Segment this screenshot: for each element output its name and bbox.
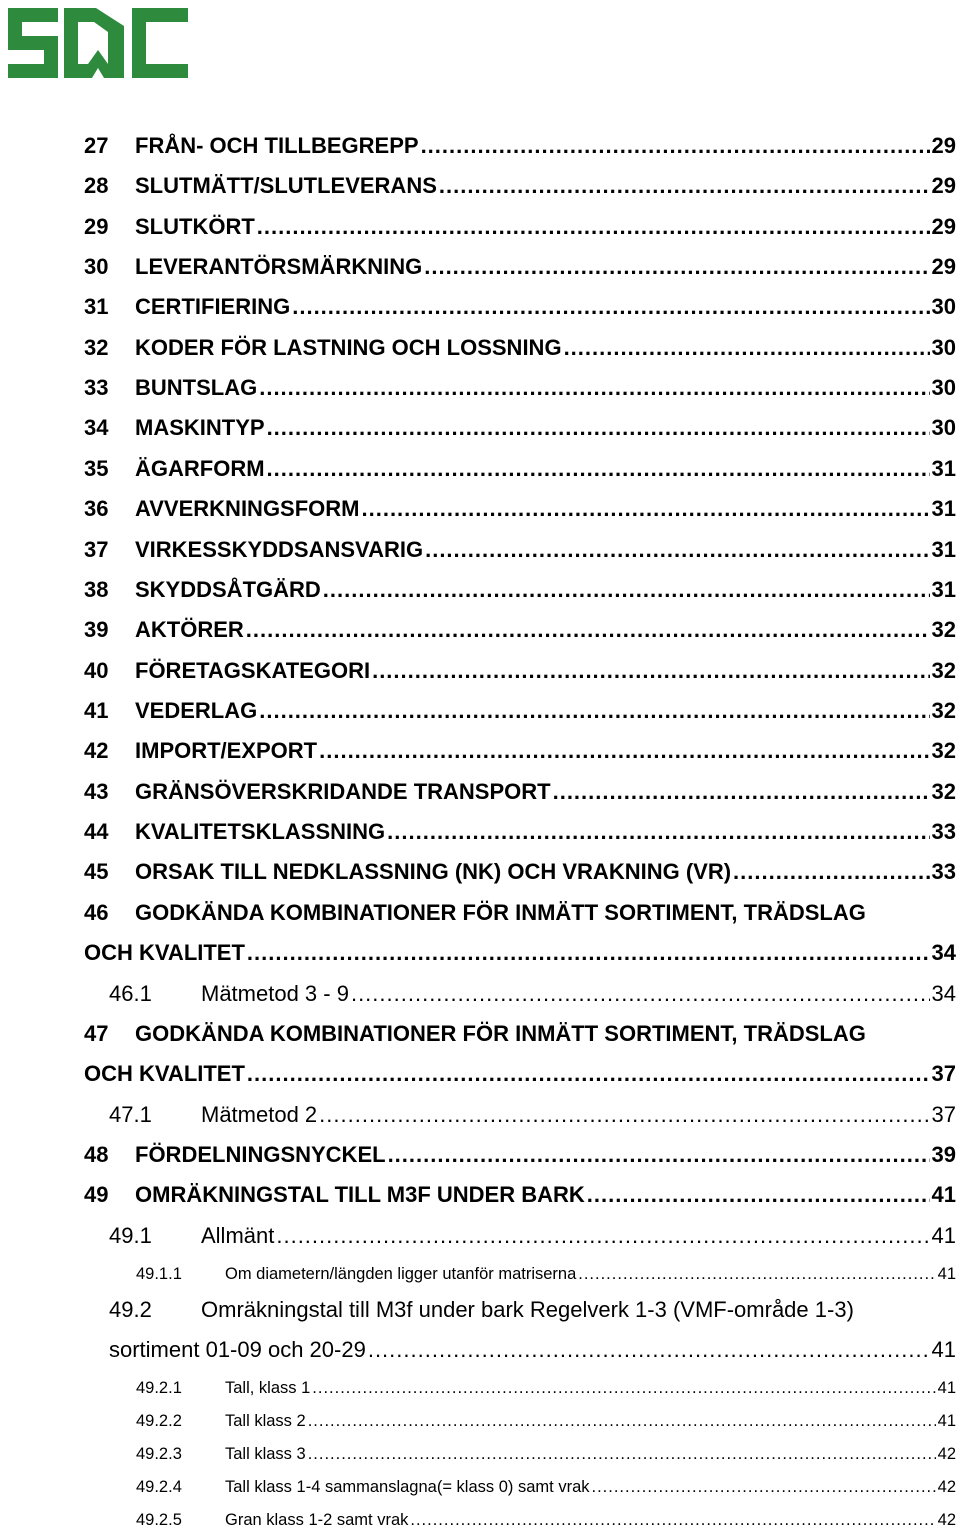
toc-entry-page: 37 bbox=[931, 1102, 956, 1127]
dot-leader bbox=[410, 1511, 935, 1530]
toc-entry-page: 41 bbox=[931, 1337, 956, 1362]
toc-entry-number: 39 bbox=[84, 617, 109, 642]
toc-entry-page: 34 bbox=[931, 940, 956, 965]
dot-leader bbox=[424, 254, 929, 280]
toc-entry-number: 45 bbox=[84, 859, 109, 884]
toc-entry-page: 33 bbox=[931, 859, 956, 884]
toc-entry-title: ÄGARFORM bbox=[135, 456, 265, 481]
toc-entry-continued[interactable] bbox=[84, 940, 956, 966]
toc-entry-title: Allmänt bbox=[201, 1223, 275, 1248]
toc-entry[interactable] bbox=[136, 1412, 956, 1431]
toc-entry-number: 49 bbox=[84, 1182, 109, 1207]
toc-entry-title: LEVERANTÖRSMÄRKNING bbox=[135, 254, 423, 279]
toc-entry-page: 29 bbox=[931, 254, 956, 279]
dot-leader bbox=[388, 1142, 930, 1168]
toc-entry[interactable] bbox=[136, 1265, 956, 1284]
toc-entry-page: 29 bbox=[931, 133, 956, 158]
toc-entry-title: GRÄNSÖVERSKRIDANDE TRANSPORT bbox=[135, 779, 551, 804]
dot-leader bbox=[587, 1182, 930, 1208]
toc-entry-title: Om diametern/längden ligger utanför matriserna bbox=[225, 1265, 577, 1283]
toc-entry[interactable] bbox=[84, 254, 956, 280]
toc-entry-title: AVVERKNINGSFORM bbox=[135, 496, 360, 521]
dot-leader bbox=[247, 940, 930, 966]
toc-entry-title-line2: sortiment 01-09 och 20-29 bbox=[109, 1337, 366, 1362]
toc-entry-title: CERTIFIERING bbox=[135, 294, 291, 319]
toc-entry-page: 41 bbox=[937, 1265, 956, 1283]
toc-entry-page: 41 bbox=[937, 1412, 956, 1430]
dot-leader bbox=[592, 1478, 936, 1497]
toc-entry-title: BUNTSLAG bbox=[135, 375, 258, 400]
toc-entry-number: 49.2.1 bbox=[136, 1379, 182, 1397]
toc-entry-number: 49.1.1 bbox=[136, 1265, 182, 1283]
toc-entry-number: 44 bbox=[84, 819, 109, 844]
toc-entry[interactable] bbox=[136, 1445, 956, 1464]
toc-entry-page: 39 bbox=[931, 1142, 956, 1167]
toc-entry-number: 36 bbox=[84, 496, 109, 521]
toc-entry-number: 42 bbox=[84, 738, 109, 763]
toc-entry-number: 37 bbox=[84, 537, 109, 562]
toc-entry-number: 28 bbox=[84, 173, 109, 198]
toc-entry-page: 32 bbox=[931, 698, 956, 723]
toc-entry[interactable] bbox=[84, 496, 956, 522]
toc-entry-number: 33 bbox=[84, 375, 109, 400]
toc-entry-number: 49.2.2 bbox=[136, 1412, 182, 1430]
dot-leader bbox=[564, 335, 930, 361]
toc-entry-page: 42 bbox=[937, 1478, 956, 1496]
toc-entry-title: KODER FÖR LASTNING OCH LOSSNING bbox=[135, 335, 562, 360]
toc-entry-page: 31 bbox=[931, 537, 956, 562]
toc-entry[interactable] bbox=[84, 294, 956, 320]
dot-leader bbox=[372, 658, 929, 684]
toc-entry-title: Gran klass 1-2 samt vrak bbox=[225, 1511, 409, 1529]
toc-entry-number: 32 bbox=[84, 335, 109, 360]
toc-entry[interactable] bbox=[84, 859, 956, 885]
toc-entry-number: 46 bbox=[84, 900, 109, 925]
dot-leader bbox=[319, 738, 929, 764]
dot-leader bbox=[368, 1337, 930, 1363]
toc-entry-number: 31 bbox=[84, 294, 109, 319]
toc-entry-page: 31 bbox=[931, 456, 956, 481]
dot-leader bbox=[292, 294, 929, 320]
toc-entry-number: 48 bbox=[84, 1142, 109, 1167]
toc-entry-number: 49.2.3 bbox=[136, 1445, 182, 1463]
dot-leader bbox=[259, 698, 929, 724]
toc-entry-page: 41 bbox=[931, 1182, 956, 1207]
toc-entry-title: KVALITETSKLASSNING bbox=[135, 819, 386, 844]
toc-entry-number: 47 bbox=[84, 1021, 109, 1046]
toc-entry-title-line1: Omräkningstal till M3f under bark Regelverk 1-3 (VMF-område 1-3) bbox=[201, 1297, 854, 1322]
toc-entry[interactable] bbox=[84, 133, 956, 159]
toc-entry-page: 29 bbox=[931, 173, 956, 198]
dot-leader bbox=[351, 981, 930, 1007]
dot-leader bbox=[387, 819, 929, 845]
dot-leader bbox=[308, 1412, 936, 1431]
toc-entry-page: 30 bbox=[931, 335, 956, 360]
dot-leader bbox=[319, 1102, 929, 1128]
toc-entry-number: 41 bbox=[84, 698, 109, 723]
toc-entry[interactable] bbox=[84, 779, 956, 805]
toc-entry[interactable] bbox=[84, 214, 956, 240]
toc-entry-title: VIRKESSKYDDSANSVARIG bbox=[135, 537, 424, 562]
toc-entry-number: 30 bbox=[84, 254, 109, 279]
toc-entry-title: Tall klass 2 bbox=[225, 1412, 306, 1430]
toc-entry-page: 42 bbox=[937, 1445, 956, 1463]
toc-entry[interactable] bbox=[109, 1223, 956, 1249]
toc-entry[interactable] bbox=[136, 1478, 956, 1497]
dot-leader bbox=[439, 173, 930, 199]
toc-entry[interactable] bbox=[84, 335, 956, 361]
toc-entry-page: 30 bbox=[931, 415, 956, 440]
toc-entry-number: 34 bbox=[84, 415, 109, 440]
toc-entry-page: 33 bbox=[931, 819, 956, 844]
toc-entry[interactable] bbox=[84, 1142, 956, 1168]
toc-entry-page: 32 bbox=[931, 658, 956, 683]
toc-entry-title-line1: GODKÄNDA KOMBINATIONER FÖR INMÄTT SORTIMENT, TRÄDSLAG bbox=[135, 900, 866, 925]
dot-leader bbox=[733, 859, 929, 885]
dot-leader bbox=[267, 415, 930, 441]
toc-entry-continued[interactable] bbox=[109, 1337, 956, 1363]
dot-leader bbox=[259, 375, 929, 401]
toc-entry-title: Mätmetod 3 - 9 bbox=[201, 981, 349, 1006]
toc-entry-number: 47.1 bbox=[109, 1102, 152, 1127]
dot-leader bbox=[312, 1379, 935, 1398]
toc-entry-page: 32 bbox=[931, 738, 956, 763]
toc-entry[interactable] bbox=[109, 1297, 854, 1323]
toc-entry-page: 30 bbox=[931, 294, 956, 319]
toc-entry-title: AKTÖRER bbox=[135, 617, 244, 642]
toc-entry-title: FÖRETAGSKATEGORI bbox=[135, 658, 371, 683]
toc-entry[interactable] bbox=[84, 375, 956, 401]
toc-entry-title: Tall, klass 1 bbox=[225, 1379, 311, 1397]
toc-entry[interactable] bbox=[84, 738, 956, 764]
toc-entry-number: 49.1 bbox=[109, 1223, 152, 1248]
toc-entry[interactable] bbox=[84, 173, 956, 199]
toc-entry[interactable] bbox=[84, 577, 956, 603]
toc-entry-page: 31 bbox=[931, 577, 956, 602]
toc-entry-title: Tall klass 3 bbox=[225, 1445, 306, 1463]
dot-leader bbox=[362, 496, 930, 522]
toc-entry-number: 43 bbox=[84, 779, 109, 804]
toc-entry[interactable] bbox=[84, 456, 956, 482]
toc-entry-title: ORSAK TILL NEDKLASSNING (NK) OCH VRAKNING (VR) bbox=[135, 859, 732, 884]
toc-entry-page: 41 bbox=[937, 1379, 956, 1397]
dot-leader bbox=[578, 1265, 935, 1284]
dot-leader bbox=[425, 537, 929, 563]
toc-entry-title: IMPORT/EXPORT bbox=[135, 738, 318, 763]
toc-entry-title: FRÅN- OCH TILLBEGREPP bbox=[135, 133, 419, 158]
dot-leader bbox=[421, 133, 930, 159]
toc-entry[interactable] bbox=[84, 415, 956, 441]
toc-entry-number: 35 bbox=[84, 456, 109, 481]
toc-entry-page: 32 bbox=[931, 617, 956, 642]
toc-entry[interactable] bbox=[84, 1021, 866, 1047]
toc-entry-page: 32 bbox=[931, 779, 956, 804]
dot-leader bbox=[247, 1061, 930, 1087]
toc-entry-title: Mätmetod 2 bbox=[201, 1102, 318, 1127]
toc-entry[interactable] bbox=[84, 1182, 956, 1208]
toc-entry-number: 49.2 bbox=[109, 1297, 152, 1322]
sdc-logo bbox=[6, 6, 190, 80]
toc-entry-number: 49.2.4 bbox=[136, 1478, 182, 1496]
dot-leader bbox=[276, 1223, 929, 1249]
toc-entry-title: SLUTKÖRT bbox=[135, 214, 255, 239]
dot-leader bbox=[257, 214, 930, 240]
toc-entry[interactable] bbox=[84, 658, 956, 684]
toc-entry-number: 46.1 bbox=[109, 981, 152, 1006]
toc-entry-number: 38 bbox=[84, 577, 109, 602]
toc-entry-title: MASKINTYP bbox=[135, 415, 265, 440]
toc-entry-title: OMRÄKNINGSTAL TILL M3F UNDER BARK bbox=[135, 1182, 585, 1207]
toc-entry-title: FÖRDELNINGSNYCKEL bbox=[135, 1142, 386, 1167]
toc-entry-page: 31 bbox=[931, 496, 956, 521]
dot-leader bbox=[246, 617, 930, 643]
dot-leader bbox=[308, 1445, 936, 1464]
toc-entry-title-line2: OCH KVALITET bbox=[84, 940, 245, 965]
toc-entry-page: 29 bbox=[931, 214, 956, 239]
toc-entry[interactable] bbox=[109, 981, 956, 1007]
toc-entry-page: 42 bbox=[937, 1511, 956, 1529]
toc-entry-number: 29 bbox=[84, 214, 109, 239]
toc-entry-title-line2: OCH KVALITET bbox=[84, 1061, 245, 1086]
toc-entry[interactable] bbox=[109, 1102, 956, 1128]
toc-entry[interactable] bbox=[84, 537, 956, 563]
toc-entry-title: Tall klass 1-4 sammanslagna(= klass 0) samt vrak bbox=[225, 1478, 590, 1496]
toc-entry-continued[interactable] bbox=[84, 1061, 956, 1087]
toc-entry-number: 49.2.5 bbox=[136, 1511, 182, 1529]
toc-entry-title: VEDERLAG bbox=[135, 698, 258, 723]
toc-entry-title-line1: GODKÄNDA KOMBINATIONER FÖR INMÄTT SORTIMENT, TRÄDSLAG bbox=[135, 1021, 866, 1046]
toc-entry-title: SKYDDSÅTGÄRD bbox=[135, 577, 321, 602]
toc-entry-page: 34 bbox=[931, 981, 956, 1006]
toc-entry-number: 27 bbox=[84, 133, 109, 158]
toc-entry-number: 40 bbox=[84, 658, 109, 683]
dot-leader bbox=[553, 779, 930, 805]
toc-entry[interactable] bbox=[136, 1511, 956, 1530]
toc-entry[interactable] bbox=[84, 617, 956, 643]
dot-leader bbox=[323, 577, 930, 603]
toc-entry[interactable] bbox=[84, 819, 956, 845]
toc-entry-page: 37 bbox=[931, 1061, 956, 1086]
toc-entry[interactable] bbox=[84, 698, 956, 724]
toc-entry-title: SLUTMÄTT/SLUTLEVERANS bbox=[135, 173, 437, 198]
toc-entry[interactable] bbox=[84, 900, 866, 926]
toc-entry-page: 41 bbox=[931, 1223, 956, 1248]
toc-entry[interactable] bbox=[136, 1379, 956, 1398]
dot-leader bbox=[267, 456, 930, 482]
toc-entry-page: 30 bbox=[931, 375, 956, 400]
